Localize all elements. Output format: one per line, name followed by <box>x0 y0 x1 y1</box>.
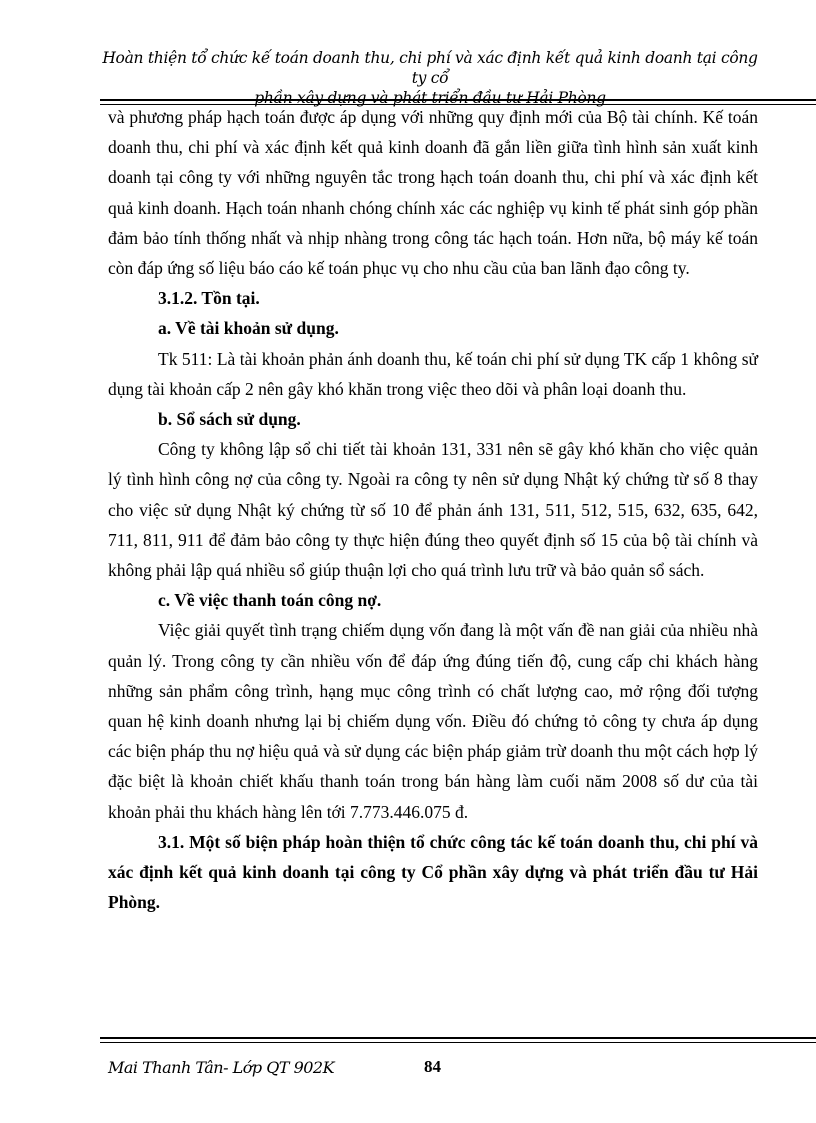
paragraph-continuation: và phương pháp hạch toán được áp dụng với những quy định mới của Bộ tài chính. Kế toán doanh thu, chi phí và xác định kết quả kinh doanh đã gắn liền giữa tình hình sản xuất kinh doanh tại công ty với những nguyên tắc trong hạch toán doanh thu, chi phí và xác định kết quả kinh doanh. Hạch toán nhanh chóng chính xác các nghiệp vụ kinh tế phát sinh góp phần đảm bảo tính thống nhất và nhịp nhàng trong công tác hạch toán. Hơn nữa, bộ máy kế toán còn đáp ứng số liệu báo cáo kế toán phục vụ cho nhu cầu của ban lãnh đạo công ty. <box>108 107 758 279</box>
heading-a: a. Về tài khoản sử dụng. <box>158 318 339 339</box>
heading-b: b. Sổ sách sử dụng. <box>158 409 301 430</box>
document-body <box>108 102 758 917</box>
footer-rule <box>100 1037 816 1043</box>
heading-3-1: 3.1. Một số biện pháp hoàn thiện tổ chức công tác kế toán doanh thu, chi phí và xác định kết quả kinh doanh tại công ty Cổ phần xây dựng và phát triển đầu tư Hải Phòng. <box>108 831 758 913</box>
paragraph-c: Việc giải quyết tình trạng chiếm dụng vốn đang là một vấn đề nan giải của nhiều nhà quản lý. Trong công ty cần nhiều vốn để đáp ứng đúng tiến độ, cung cấp chi khách hàng những sản phẩm công trình, hạng mục công trình có chất lượng cao, mở rộng đối tượng quan hệ kinh doanh nhưng lại bị chiếm dụng vốn. Điều đó chứng tỏ công ty chưa áp dụng các biện pháp thu nợ hiệu quả và sử dụng các biện pháp giảm trừ doanh thu một cách hợp lý đặc biệt là khoản chiết khấu thanh toán trong bán hàng làm cuối năm 2008 số dư của tài khoản phải thu khách hàng lên tới 7.773.446.075 đ. <box>108 620 758 822</box>
footer-author: Mai Thanh Tân- Lớp QT 902K <box>108 1058 335 1077</box>
heading-c: c. Về việc thanh toán công nợ. <box>158 590 382 611</box>
paragraph-a: Tk 511: Là tài khoản phản ánh doanh thu, kế toán chi phí sử dụng TK cấp 1 không sử dụng tài khoản cấp 2 nên gây khó khăn trong việc theo dõi và phân loại doanh thu. <box>108 348 758 399</box>
paragraph-b: Công ty không lập sổ chi tiết tài khoản 131, 331 nên sẽ gây khó khăn cho việc quản lý tình hình công nợ của công ty. Ngoài ra công ty nên sử dụng Nhật ký chứng từ số 8 thay cho việc sử dụng Nhật ký chứng từ số 10 để phản ánh 131, 511, 512, 515, 632, 635, 642, 711, 811, 911 để đảm bảo công ty thực hiện đúng theo quyết định số 15 của bộ tài chính và không phải lập quá nhiều sổ giúp thuận lợi cho quá trình lưu trữ và bảo quản sổ sách. <box>108 439 758 581</box>
header-line-2: phần xây dựng và phát triển đầu tư Hải Phòng <box>254 89 606 107</box>
heading-3-1-2: 3.1.2. Tồn tại. <box>158 288 260 309</box>
header-line-1: Hoàn thiện tổ chức kế toán doanh thu, chi phí và xác định kết quả kinh doanh tại công ty cổ <box>102 49 758 87</box>
page-number: 84 <box>424 1057 441 1076</box>
